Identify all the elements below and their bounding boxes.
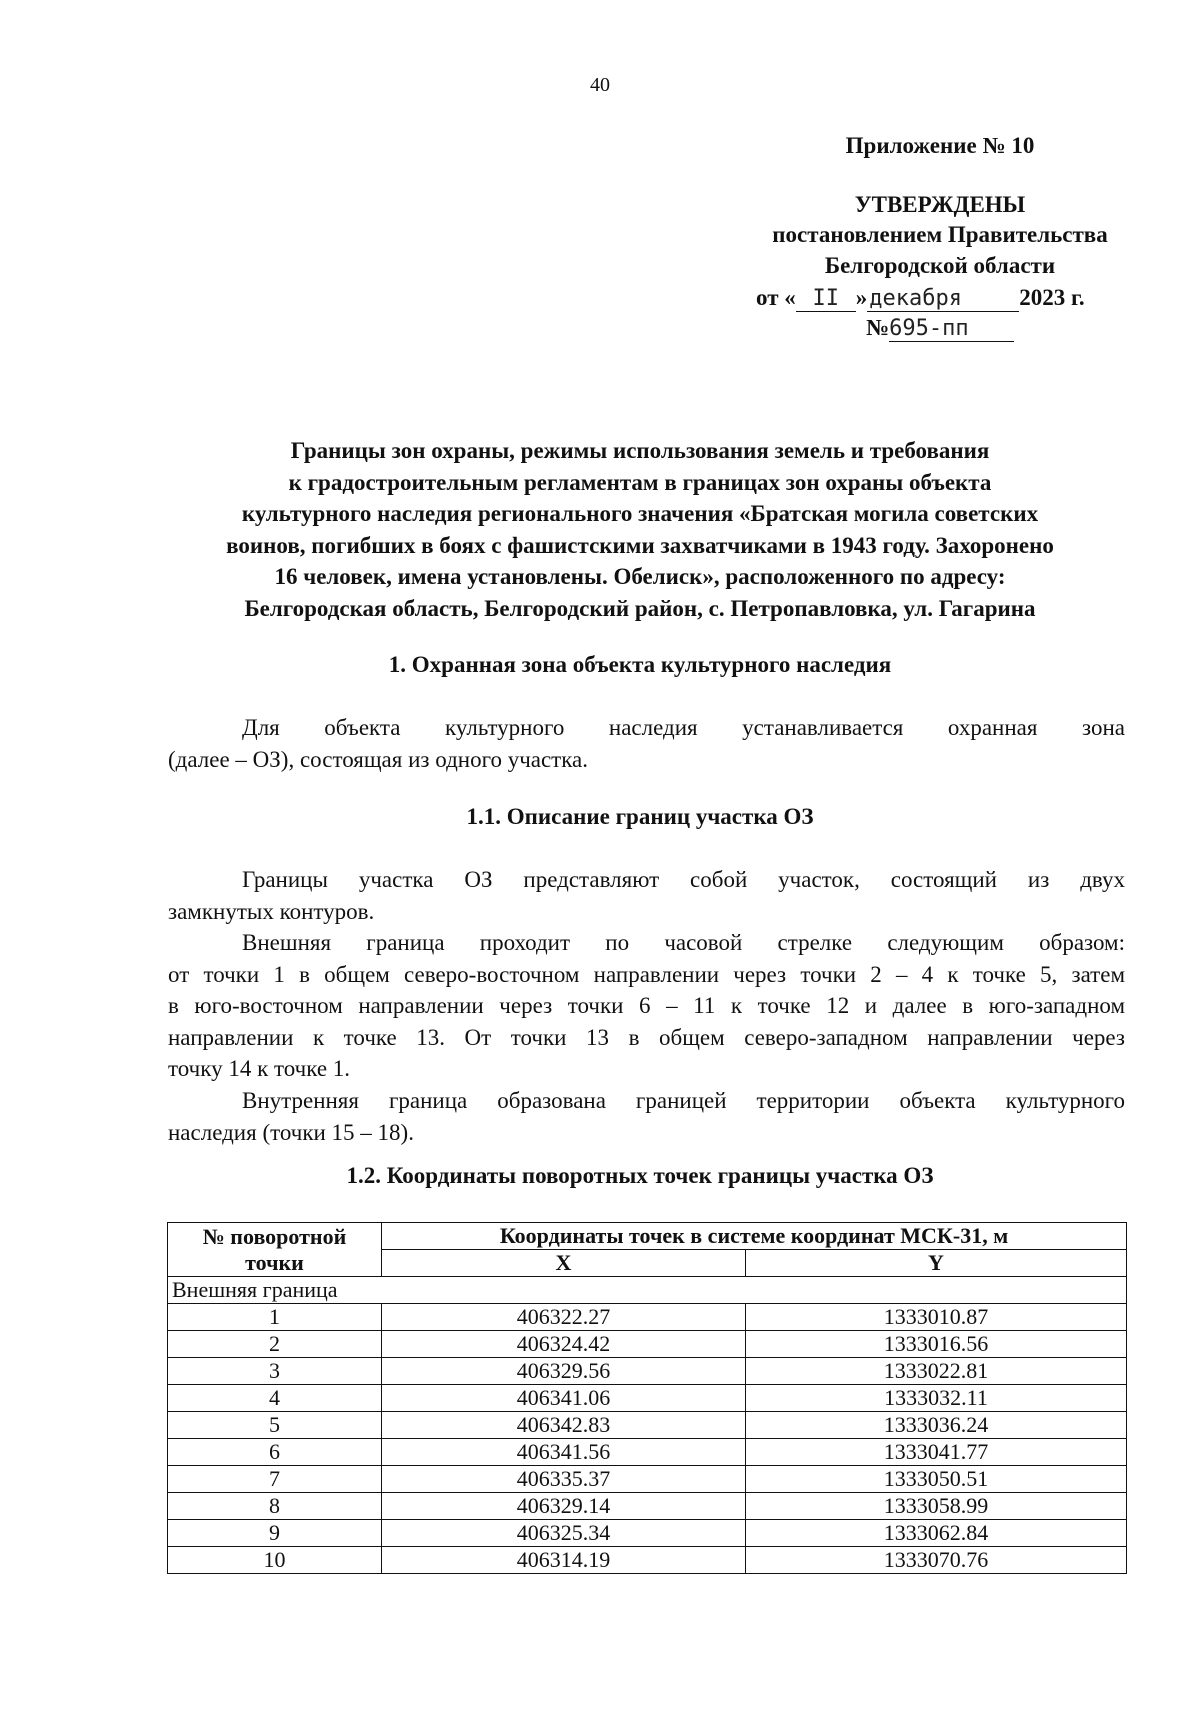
section-1-1-paragraph-3 — [168, 1085, 1125, 1148]
header-coordinates: Координаты точек в системе координат МСК-31, м — [382, 1223, 1127, 1250]
point-number-cell: 3 — [168, 1358, 382, 1385]
paragraph-line: наследия (точки 15 – 18). — [168, 1119, 414, 1145]
point-number-cell: 6 — [168, 1439, 382, 1466]
header-x: X — [382, 1250, 746, 1277]
section-1-1-heading: 1.1. Описание границ участка ОЗ — [466, 804, 814, 829]
section-1-2-heading: 1.2. Координаты поворотных точек границы участка ОЗ — [346, 1163, 934, 1188]
x-coordinate-cell: 406329.56 — [382, 1358, 746, 1385]
section-1-1-paragraph-2 — [168, 927, 1125, 1085]
date-year: 2023 г. — [1019, 285, 1085, 310]
approved-title: УТВЕРЖДЕНЫ — [854, 192, 1026, 217]
y-coordinate-cell: 1333010.87 — [746, 1304, 1127, 1331]
paragraph-line: в юго-восточном направлении через точки 6 – 11 к точке 12 и далее в юго-западном — [168, 993, 1125, 1018]
title-line: Границы зон охраны, режимы использования земель и требования — [290, 438, 990, 463]
title-line: к градостроительным регламентам в границах зон охраны объекта — [288, 469, 992, 495]
paragraph-line: (далее – ОЗ), состоящая из одного участка. — [168, 746, 589, 772]
point-number-cell: 8 — [168, 1493, 382, 1520]
x-coordinate-cell: 406335.37 — [382, 1466, 746, 1493]
paragraph-line: от точки 1 в общем северо-восточном направлении через точки 2 – 4 к точке 5, затем — [168, 961, 1125, 987]
approval-number — [866, 315, 1014, 342]
document-title — [160, 435, 1120, 624]
approval-date — [756, 285, 1085, 312]
table-row — [168, 1520, 1127, 1547]
date-prefix: от « — [756, 285, 796, 310]
number-prefix: № — [866, 315, 890, 340]
paragraph-line: замкнутых контуров. — [168, 898, 375, 924]
page-number: 40 — [590, 74, 610, 96]
point-number-cell: 1 — [168, 1304, 382, 1331]
point-number-cell: 9 — [168, 1520, 382, 1547]
date-month: декабря — [867, 286, 1019, 312]
x-coordinate-cell: 406325.34 — [382, 1520, 746, 1547]
point-number-cell: 4 — [168, 1385, 382, 1412]
x-coordinate-cell: 406341.06 — [382, 1385, 746, 1412]
y-coordinate-cell: 1333016.56 — [746, 1331, 1127, 1358]
x-coordinate-cell: 406314.19 — [382, 1547, 746, 1574]
header-y: Y — [746, 1250, 1127, 1277]
y-coordinate-cell: 1333032.11 — [746, 1385, 1127, 1412]
paragraph-line: направлении к точке 13. От точки 13 в общем северо-западном направлении через — [168, 1024, 1125, 1050]
table-row — [168, 1412, 1127, 1439]
section-1-1-paragraph-1 — [168, 864, 1125, 927]
group-label-outer-boundary: Внешняя граница — [168, 1277, 1127, 1304]
table-row — [168, 1331, 1127, 1358]
paragraph-line: Внутренняя граница образована границей территории объекта культурного — [242, 1088, 1125, 1113]
y-coordinate-cell: 1333036.24 — [746, 1412, 1127, 1439]
title-line: культурного наследия регионального значения «Братская могила советских — [241, 501, 1039, 526]
x-coordinate-cell: 406324.42 — [382, 1331, 746, 1358]
approved-region-line: Белгородской области — [824, 253, 1056, 278]
title-line: Белгородская область, Белгородский район, с. Петропавловка, ул. Гагарина — [244, 595, 1036, 621]
y-coordinate-cell: 1333058.99 — [746, 1493, 1127, 1520]
date-day: II — [796, 286, 856, 312]
coordinates-table — [167, 1222, 1127, 1574]
table-row — [168, 1439, 1127, 1466]
table-row — [168, 1466, 1127, 1493]
x-coordinate-cell: 406329.14 — [382, 1493, 746, 1520]
title-line: 16 человек, имена установлены. Обелиск», расположенного по адресу: — [274, 564, 1006, 589]
x-coordinate-cell: 406322.27 — [382, 1304, 746, 1331]
table-row — [168, 1547, 1127, 1574]
header-point-number: № поворотной точки — [168, 1223, 382, 1277]
y-coordinate-cell: 1333070.76 — [746, 1547, 1127, 1574]
table-row — [168, 1304, 1127, 1331]
paragraph-line: Для объекта культурного наследия устанавливается охранная зона — [242, 715, 1125, 740]
point-number-cell: 10 — [168, 1547, 382, 1574]
y-coordinate-cell: 1333050.51 — [746, 1466, 1127, 1493]
section-1-heading: 1. Охранная зона объекта культурного наследия — [388, 652, 892, 677]
y-coordinate-cell: 1333041.77 — [746, 1439, 1127, 1466]
y-coordinate-cell: 1333022.81 — [746, 1358, 1127, 1385]
point-number-cell: 7 — [168, 1466, 382, 1493]
point-number-cell: 2 — [168, 1331, 382, 1358]
table-row — [168, 1493, 1127, 1520]
paragraph-line: Внешняя граница проходит по часовой стрелке следующим образом: — [242, 930, 1125, 955]
appendix-label: Приложение № 10 — [845, 133, 1035, 158]
x-coordinate-cell: 406341.56 — [382, 1439, 746, 1466]
paragraph-line: точку 14 к точке 1. — [168, 1056, 351, 1081]
paragraph-line: Границы участка ОЗ представляют собой участок, состоящий из двух — [242, 867, 1125, 892]
section-1-paragraph — [168, 712, 1125, 775]
table-row — [168, 1358, 1127, 1385]
point-number-cell: 5 — [168, 1412, 382, 1439]
title-line: воинов, погибших в боях с фашистскими захватчиками в 1943 году. Захоронено — [226, 532, 1054, 558]
table-row — [168, 1385, 1127, 1412]
number-value: 695-пп — [889, 316, 1014, 342]
date-mid: » — [855, 285, 868, 310]
approved-by-line: постановлением Правительства — [772, 222, 1108, 247]
y-coordinate-cell: 1333062.84 — [746, 1520, 1127, 1547]
x-coordinate-cell: 406342.83 — [382, 1412, 746, 1439]
